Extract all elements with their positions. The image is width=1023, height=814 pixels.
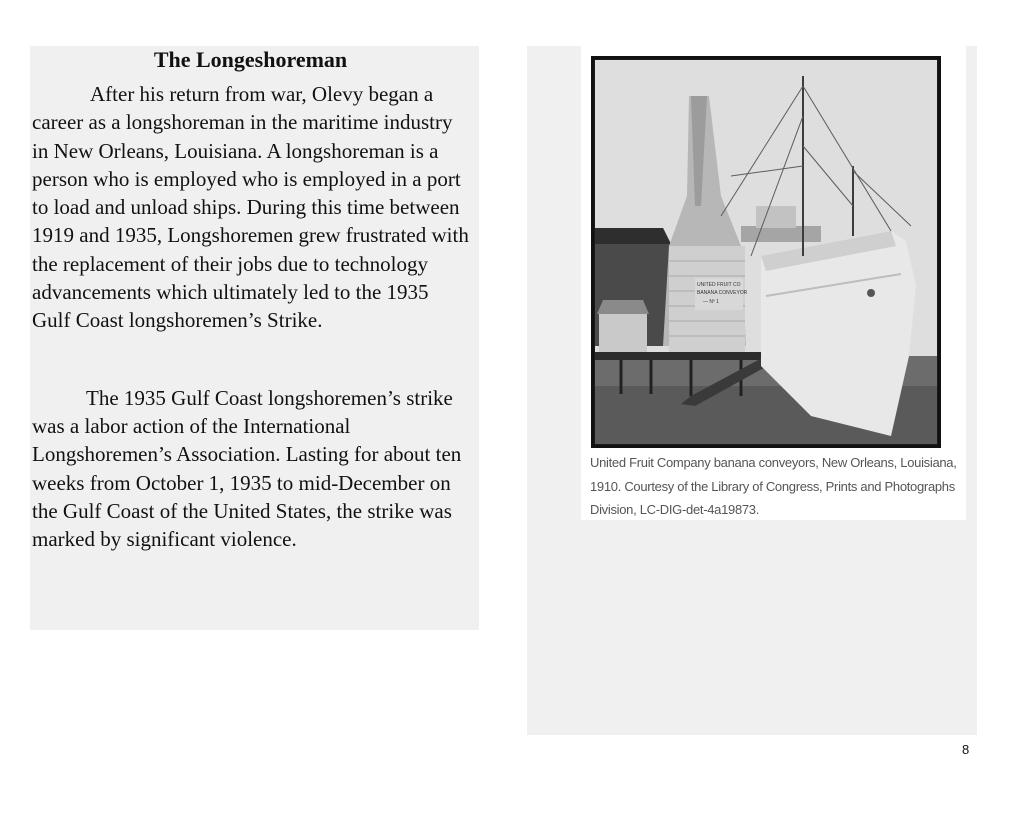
sign-line-3: — Nº 1 — [703, 299, 719, 305]
figure-card — [581, 46, 966, 520]
sign-line-1: UNITED FRUIT CO — [697, 282, 741, 288]
article-paragraph-2: The 1935 Gulf Coast longshoremen’s strike was a labor action of the International Longshoremen’s Association. Lasting for about ten weeks from October 1, 1935 to mid-December on the Gulf Coast of the United States, the strike was marked by significant violence. — [32, 385, 462, 552]
sign-line-2: BANANA CONVEYOR — [697, 290, 748, 296]
article-title: The Longeshoreman — [153, 47, 348, 72]
photo-caption: United Fruit Company banana conveyors, New Orleans, Louisiana, 1910. Courtesy of the Library of Congress, Prints and Photographs Division, LC-DIG-det-4a19873. — [590, 455, 957, 517]
article-text-panel — [30, 46, 479, 630]
article-paragraph-1: After his return from war, Olevy began a career as a longshoreman in the maritime industry in New Orleans, Louisiana. A longshoreman is a person who is employed who is employed in a port to load and unload ships. During this time between 1919 and 1935, Longshoremen grew frustrated with the replacement of their jobs due to technology advancements which ultimately led to the 1935 Gulf Coast longshoremen’s Strike. — [32, 82, 469, 333]
historic-ship-photo — [591, 56, 941, 448]
page-number: 8 — [962, 742, 970, 757]
